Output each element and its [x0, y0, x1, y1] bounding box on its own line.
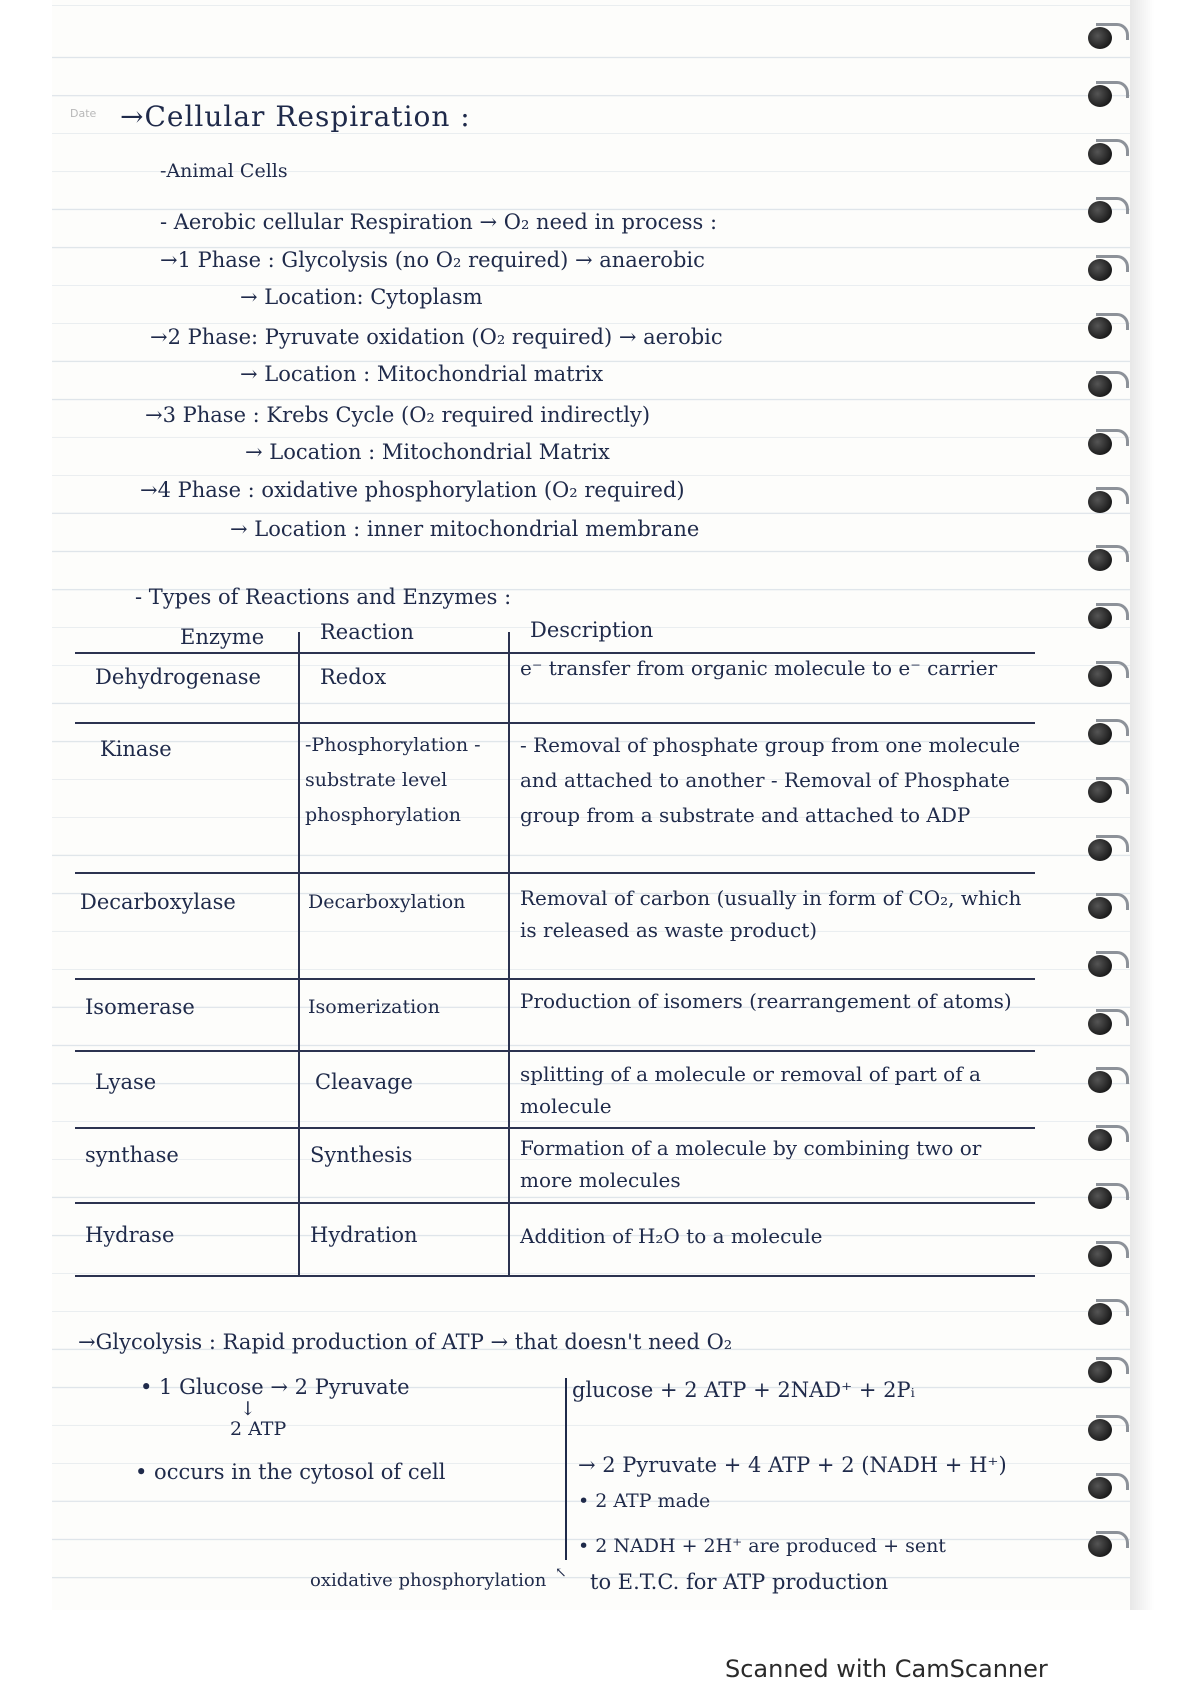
- glycolysis-footer-label: oxidative phosphorylation: [310, 1570, 547, 1591]
- table-cell-reaction: Cleavage: [315, 1070, 413, 1094]
- table-cell-enzyme: Isomerase: [85, 995, 195, 1019]
- table-cell-description: Production of isomers (rearrangement of atoms): [520, 989, 1012, 1013]
- spiral-ring: [1082, 252, 1128, 286]
- glycolysis-note: • 2 NADH + 2H⁺ are produced + sent: [578, 1535, 946, 1557]
- note-line: -Animal Cells: [160, 160, 288, 182]
- glycolysis-heading: →Glycolysis : Rapid production of ATP → that doesn't need O₂: [78, 1330, 733, 1354]
- table-rule: [75, 1127, 1035, 1129]
- spiral-ring: [1082, 774, 1128, 808]
- note-line: →1 Phase : Glycolysis (no O₂ required) → anaerobic: [160, 248, 705, 272]
- table-cell-description: splitting of a molecule or removal of part of a molecule: [520, 1062, 981, 1118]
- spiral-ring: [1082, 310, 1128, 344]
- glycolysis-footer-note: to E.T.C. for ATP production: [590, 1570, 889, 1594]
- table-rule: [75, 1275, 1035, 1277]
- table-rule: [75, 722, 1035, 724]
- date-label: Date: [70, 107, 97, 120]
- down-arrow-icon: ↓: [240, 1398, 256, 1420]
- spiral-ring: [1082, 1528, 1128, 1562]
- table-cell-description: Addition of H₂O to a molecule: [520, 1224, 823, 1248]
- spiral-ring: [1082, 600, 1128, 634]
- spiral-ring: [1082, 1006, 1128, 1040]
- table-cell-description: Removal of carbon (usually in form of CO₂, which is released as waste product): [520, 886, 1022, 942]
- table-rule: [75, 1202, 1035, 1204]
- table-rule: [75, 872, 1035, 874]
- spiral-ring: [1082, 948, 1128, 982]
- spiral-ring: [1082, 1238, 1128, 1272]
- table-rule: [75, 1050, 1035, 1052]
- table-cell-enzyme: Hydrase: [85, 1223, 175, 1247]
- table-rule: [75, 978, 1035, 980]
- spiral-ring: [1082, 1180, 1128, 1214]
- glycolysis-equation: → 2 Pyruvate + 4 ATP + 2 (NADH + H⁺): [578, 1453, 1007, 1477]
- spiral-ring: [1082, 542, 1128, 576]
- spiral-ring: [1082, 716, 1128, 750]
- spiral-ring: [1082, 20, 1128, 54]
- note-line: → Location: Cytoplasm: [240, 285, 483, 309]
- table-cell-enzyme: Decarboxylase: [80, 890, 236, 914]
- glycolysis-divider: [565, 1378, 567, 1560]
- glycolysis-equation: glucose + 2 ATP + 2NAD⁺ + 2Pᵢ: [572, 1378, 915, 1402]
- note-line: - Aerobic cellular Respiration → O₂ need in process :: [160, 210, 718, 234]
- spiral-ring: [1082, 1470, 1128, 1504]
- spiral-ring: [1082, 484, 1128, 518]
- camscanner-watermark: Scanned with CamScanner: [725, 1655, 1048, 1683]
- glycolysis-note: • occurs in the cytosol of cell: [135, 1460, 446, 1484]
- spiral-ring: [1082, 1412, 1128, 1446]
- glycolysis-note: • 1 Glucose → 2 Pyruvate: [140, 1375, 410, 1399]
- note-line: →3 Phase : Krebs Cycle (O₂ required indirectly): [145, 403, 651, 427]
- column-divider: [508, 632, 510, 1275]
- spiral-ring: [1082, 658, 1128, 692]
- table-cell-reaction: Decarboxylation: [308, 891, 466, 913]
- spiral-ring: [1082, 1122, 1128, 1156]
- table-cell-reaction: Hydration: [310, 1223, 418, 1247]
- left-arrow-icon: ↖: [555, 1565, 567, 1581]
- spiral-ring: [1082, 890, 1128, 924]
- spiral-ring: [1082, 1064, 1128, 1098]
- table-cell-reaction: Redox: [320, 665, 387, 689]
- spiral-ring: [1082, 136, 1128, 170]
- column-header-reaction: Reaction: [320, 620, 414, 644]
- table-cell-enzyme: synthase: [85, 1143, 179, 1167]
- table-heading: - Types of Reactions and Enzymes :: [135, 585, 512, 609]
- note-line: → Location : inner mitochondrial membrane: [230, 517, 700, 541]
- table-cell-enzyme: Lyase: [95, 1070, 157, 1094]
- spiral-ring: [1082, 426, 1128, 460]
- column-header-description: Description: [530, 618, 654, 642]
- table-cell-reaction: Isomerization: [308, 996, 440, 1018]
- note-line: →4 Phase : oxidative phosphorylation (O₂ required): [140, 478, 685, 502]
- table-cell-reaction: -Phosphorylation -substrate level phosphorylation: [305, 734, 481, 826]
- note-line: → Location : Mitochondrial Matrix: [245, 440, 610, 464]
- spiral-ring: [1082, 1296, 1128, 1330]
- page-title: →Cellular Respiration :: [120, 100, 471, 133]
- table-cell-reaction: Synthesis: [310, 1143, 413, 1167]
- glycolysis-note: 2 ATP: [230, 1418, 287, 1440]
- spiral-ring: [1082, 194, 1128, 228]
- table-cell-description: Formation of a molecule by combining two or more molecules: [520, 1136, 982, 1192]
- spiral-ring: [1082, 368, 1128, 402]
- glycolysis-note: • 2 ATP made: [578, 1490, 711, 1512]
- note-line: → Location : Mitochondrial matrix: [240, 362, 604, 386]
- table-cell-description: - Removal of phosphate group from one molecule and attached to another - Removal of Phosphate group from a substrate and attached to ADP: [520, 733, 1021, 827]
- spiral-ring: [1082, 832, 1128, 866]
- column-divider: [298, 632, 300, 1275]
- table-cell-enzyme: Kinase: [100, 737, 172, 761]
- note-line: →2 Phase: Pyruvate oxidation (O₂ required) → aerobic: [150, 325, 723, 349]
- spiral-ring: [1082, 78, 1128, 112]
- page-edge-shadow: [1130, 0, 1154, 1610]
- table-cell-description: e⁻ transfer from organic molecule to e⁻ carrier: [520, 656, 998, 680]
- table-cell-enzyme: Dehydrogenase: [95, 665, 261, 689]
- spiral-ring: [1082, 1354, 1128, 1388]
- column-header-enzyme: Enzyme: [180, 625, 265, 649]
